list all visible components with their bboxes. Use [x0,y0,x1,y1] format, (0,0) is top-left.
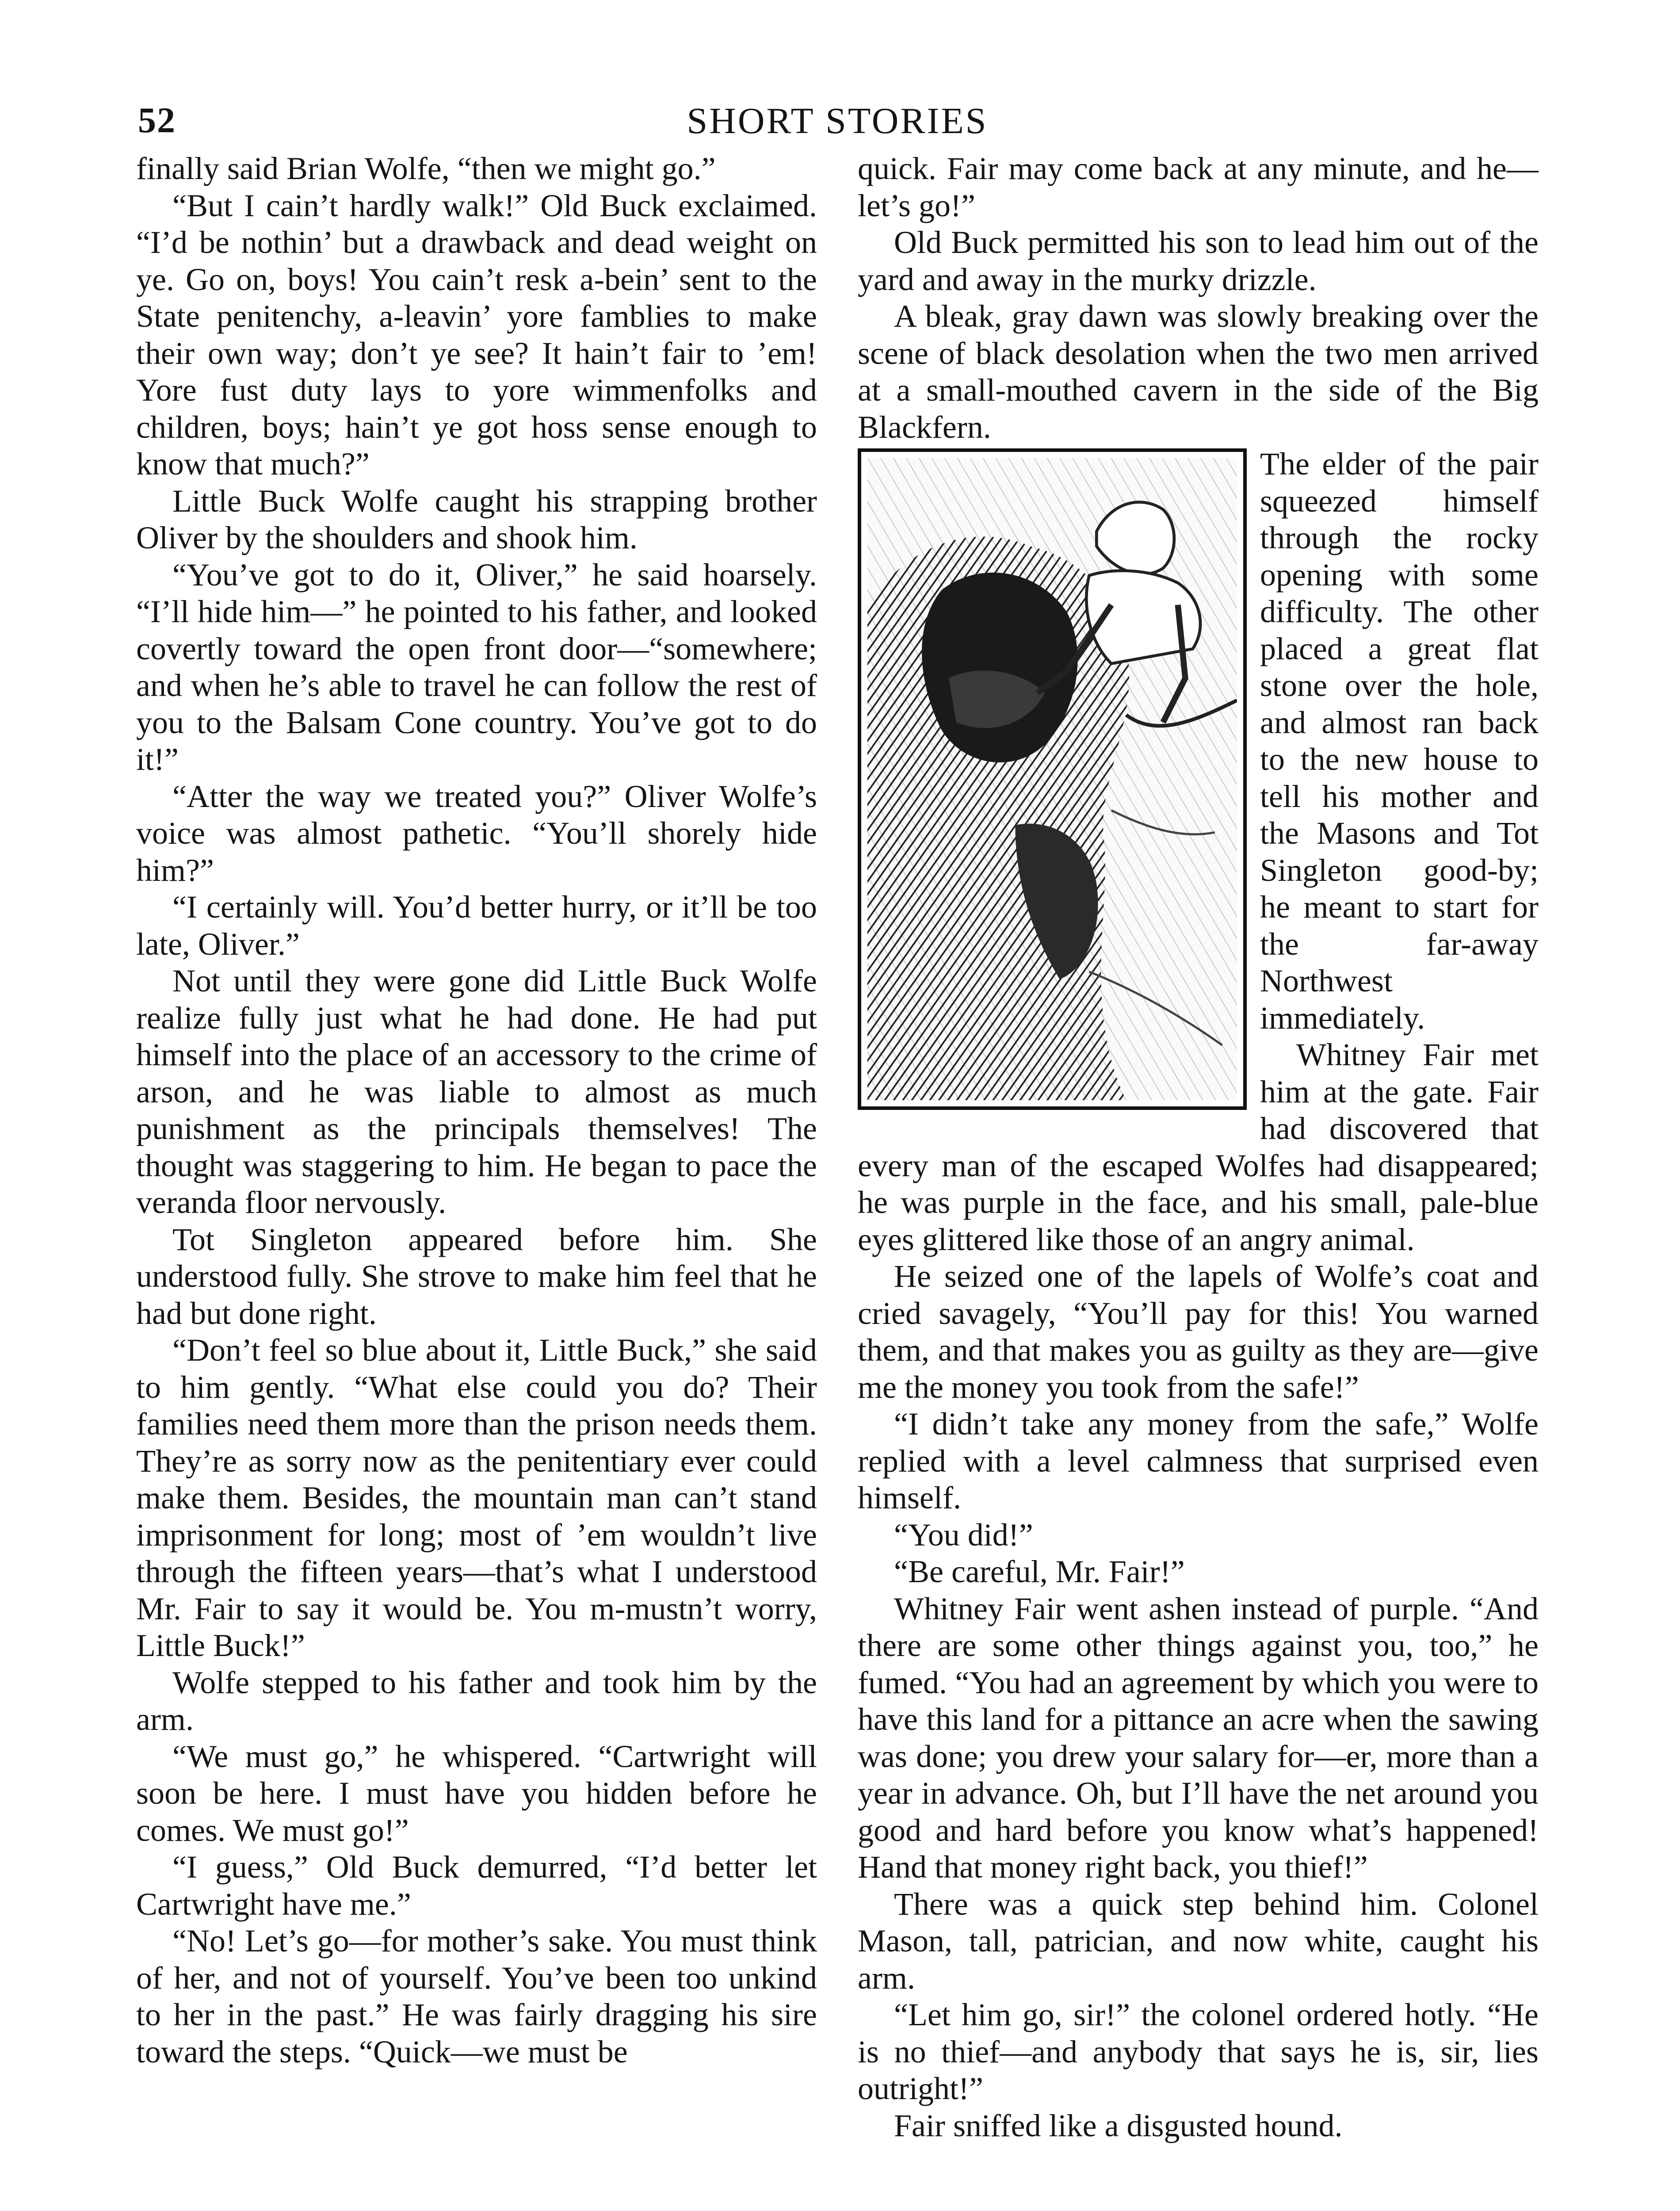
paragraph: Not until they were gone did Little Buck Wolfe realize fully just what he had done. He had put himself into the place of an accessory to the crime of arson, and he was liable to almost as much punishment as the principals themselves! The thought was staggering to him. He began to pace the veranda floor nervously. [136,963,817,1220]
paragraph: “Let him go, sir!” the colonel ordered hotly. “He is no thief—and anybody that says he is, sir, lies outright!” [858,1997,1539,2106]
illustration-drawing [867,458,1237,1100]
paragraph: Wolfe stepped to his father and took him by the arm. [136,1664,817,1737]
paragraph: “No! Let’s go—for mother’s sake. You must think of her, and not of yourself. You’ve been too unkind to her in the past.” He was fairly dragging his sire toward the steps. “Quick—we must be [136,1923,817,2069]
paragraph: Fair sniffed like a disgusted hound. [894,2108,1343,2143]
paragraph: “We must go,” he whispered. “Cartwright will soon be here. I must have you hidden before he comes. We must go!” [136,1738,817,1848]
paragraph: “I guess,” Old Buck demurred, “I’d better let Cartwright have me.” [136,1849,817,1922]
right-column [858,150,1539,2144]
running-head: SHORT STORIES [687,100,988,142]
story-illustration [858,448,1247,1110]
paragraph: “I certainly will. You’d better hurry, or it’ll be too late, Oliver.” [136,889,817,962]
paragraph: “Atter the way we treated you?” Oliver Wolfe’s voice was almost pathetic. “You’ll shorely hide him?” [136,778,817,888]
paragraph: “You’ve got to do it, Oliver,” he said hoarsely. “I’ll hide him—” he pointed to his father, and looked covertly toward the open front door—“somewhere; and when he’s able to travel he can follow the rest of you to the Balsam Cone country. You’ve got to do it!” [136,557,817,777]
paragraph: “Don’t feel so blue about it, Little Buck,” she said to him gently. “What else could you do? Their families need them more than the prison needs them. They’re as sorry now as the penitentiary ever could make them. Besides, the mountain man can’t stand imprisonment for long; most of ’em wouldn’t live through the fifteen years—that’s what I understood Mr. Fair to say it would be. You m-mustn’t worry, Little Buck!” [136,1332,817,1663]
paragraph: He seized one of the lapels of Wolfe’s coat and cried savagely, “You’ll pay for this! You warned them, and that makes you as guilty as they are—give me the money you took from the safe!” [858,1259,1539,1405]
paragraph: finally said Brian Wolfe, “then we might go.” [136,151,716,186]
paragraph: A bleak, gray dawn was slowly breaking over the scene of black desolation when the two men arrived at a small-mouthed cavern in the side of the Big Blackfern. [858,298,1539,445]
paragraph: Little Buck Wolfe caught his strapping brother Oliver by the shoulders and shook him. [136,483,817,555]
paragraph: Whitney Fair met him at the gate. Fair had discovered that every man of the escaped Wolfes had disappeared; he was purple in the face, and his small, pale-blue eyes glittered like those of an angry animal. [858,1037,1539,1257]
paragraph: “You did!” [894,1517,1033,1553]
paragraph: Whitney Fair went ashen instead of purple. “And there are some other things against you, too,” he fumed. “You had an agreement by which you were to have this land for a pittance an acre when the sawing was done; you drew your salary for—er, more than a year in advance. Oh, but I’ll have the net around you good and hard before you know what’s happened! Hand that money right back, you thief!” [858,1591,1539,1885]
paragraph: “Be careful, Mr. Fair!” [894,1554,1185,1589]
paragraph: “But I cain’t hardly walk!” Old Buck exclaimed. “I’d be nothin’ but a drawback and dead weight on ye. Go on, boys! You cain’t resk a-bein’ sent to the State penitenchy, a-leavin’ yore famblies to make their own way; don’t ye see? It hain’t fair to ’em! Yore fust duty lays to yore wimmenfolks and children, boys; hain’t ye got hoss sense enough to know that much?” [136,187,817,482]
paragraph: Old Buck permitted his son to lead him out of the yard and away in the murky drizzle. [858,225,1539,297]
left-column [136,150,817,2070]
page-header [133,99,1542,153]
paragraph: Tot Singleton appeared before him. She understood fully. She strove to make him feel that he had but done right. [136,1221,817,1331]
paragraph: The elder of the pair squeezed himself through the rocky opening with some difficulty. The other placed a great flat stone over the hole, and almost ran back to the new house to tell his mother and the Masons and Tot Singleton good-by; he meant to start for the far-away Northwest immediately. [1260,446,1539,1036]
page-number: 52 [138,100,176,140]
paragraph: “I didn’t take any money from the safe,” Wolfe replied with a level calmness that surprised even himself. [858,1406,1539,1515]
paragraph: quick. Fair may come back at any minute, and he—let’s go!” [858,151,1539,223]
paragraph: There was a quick step behind him. Colonel Mason, tall, patrician, and now white, caught his arm. [858,1886,1539,1996]
